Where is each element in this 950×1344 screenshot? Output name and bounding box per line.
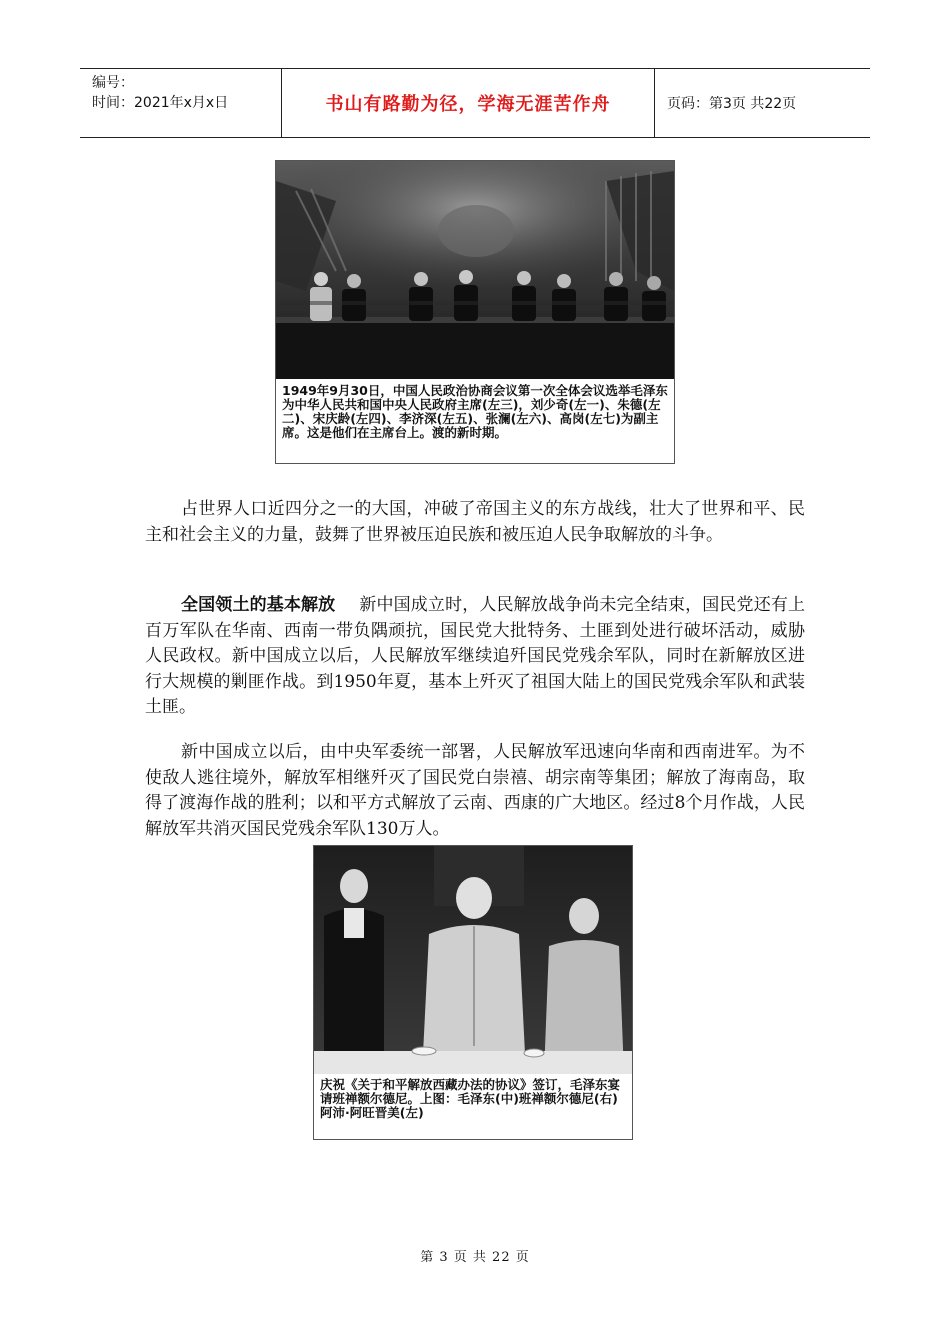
photo-cppcc-image (276, 161, 674, 379)
photo-cppcc-caption: 1949年9月30日，中国人民政治协商会议第一次全体会议选举毛泽东为中华人民共和国中央人民政府主席(左三)，刘少奇(左一)、朱德(左二)、宋庆龄(左四)、李济深(左五)、张澜(左六)、高岗(左七)为副主席。这是他们在主席台上。渡的新时期。 (282, 383, 668, 440)
header-meta (80, 69, 282, 137)
paragraph-liberation (145, 593, 805, 721)
header-table (80, 68, 870, 138)
paragraph-liberation-text: 新中国成立时，人民解放战争尚未完全结束，国民党还有上百万军队在华南、西南一带负隅顽抗，国民党大批特务、土匪到处进行破坏活动，威胁人民政权。新中国成立以后，人民解放军继续追歼国民党残余军队，同时在新解放区进行大规模的剿匪作战。到1950年夏，基本上歼灭了祖国大陆上的国民党残余军队和武装土匪。 (145, 595, 806, 718)
section-heading: 全国领土的基本解放 (181, 595, 336, 615)
number-label: 编号： (92, 75, 134, 91)
paragraph-world-impact: 占世界人口近四分之一的大国，冲破了帝国主义的东方战线，壮大了世界和平、民主和社会主义的力量，鼓舞了世界被压迫民族和被压迫人民争取解放的斗争。 (145, 499, 805, 545)
photo-banquet (313, 845, 633, 1140)
page-footer: 第 3 页 共 22 页 (420, 1250, 530, 1265)
photo-banquet-image (314, 846, 632, 1074)
paragraph-southwest-advance: 新中国成立以后，由中央军委统一部署，人民解放军迅速向华南和西南进军。为不使敌人逃往境外，解放军相继歼灭了国民党白崇禧、胡宗南等集团；解放了海南岛，取得了渡海作战的胜利；以和平方式解放了云南、西康的广大地区。经过8个月作战，人民解放军共消灭国民党残余军队130万人。 (145, 742, 805, 839)
date-label: 时间：2021年x月x日 (92, 95, 229, 111)
header-motto: 书山有路勤为径，学海无涯苦作舟 (282, 69, 655, 137)
header-page-info: 页码：第3页 共22页 (667, 96, 797, 112)
photo-cppcc (275, 160, 675, 464)
photo-banquet-caption: 庆祝《关于和平解放西藏办法的协议》签订，毛泽东宴请班禅额尔德尼。上图：毛泽东(中)班禅额尔德尼(右)阿沛·阿旺晋美(左) (320, 1077, 621, 1120)
